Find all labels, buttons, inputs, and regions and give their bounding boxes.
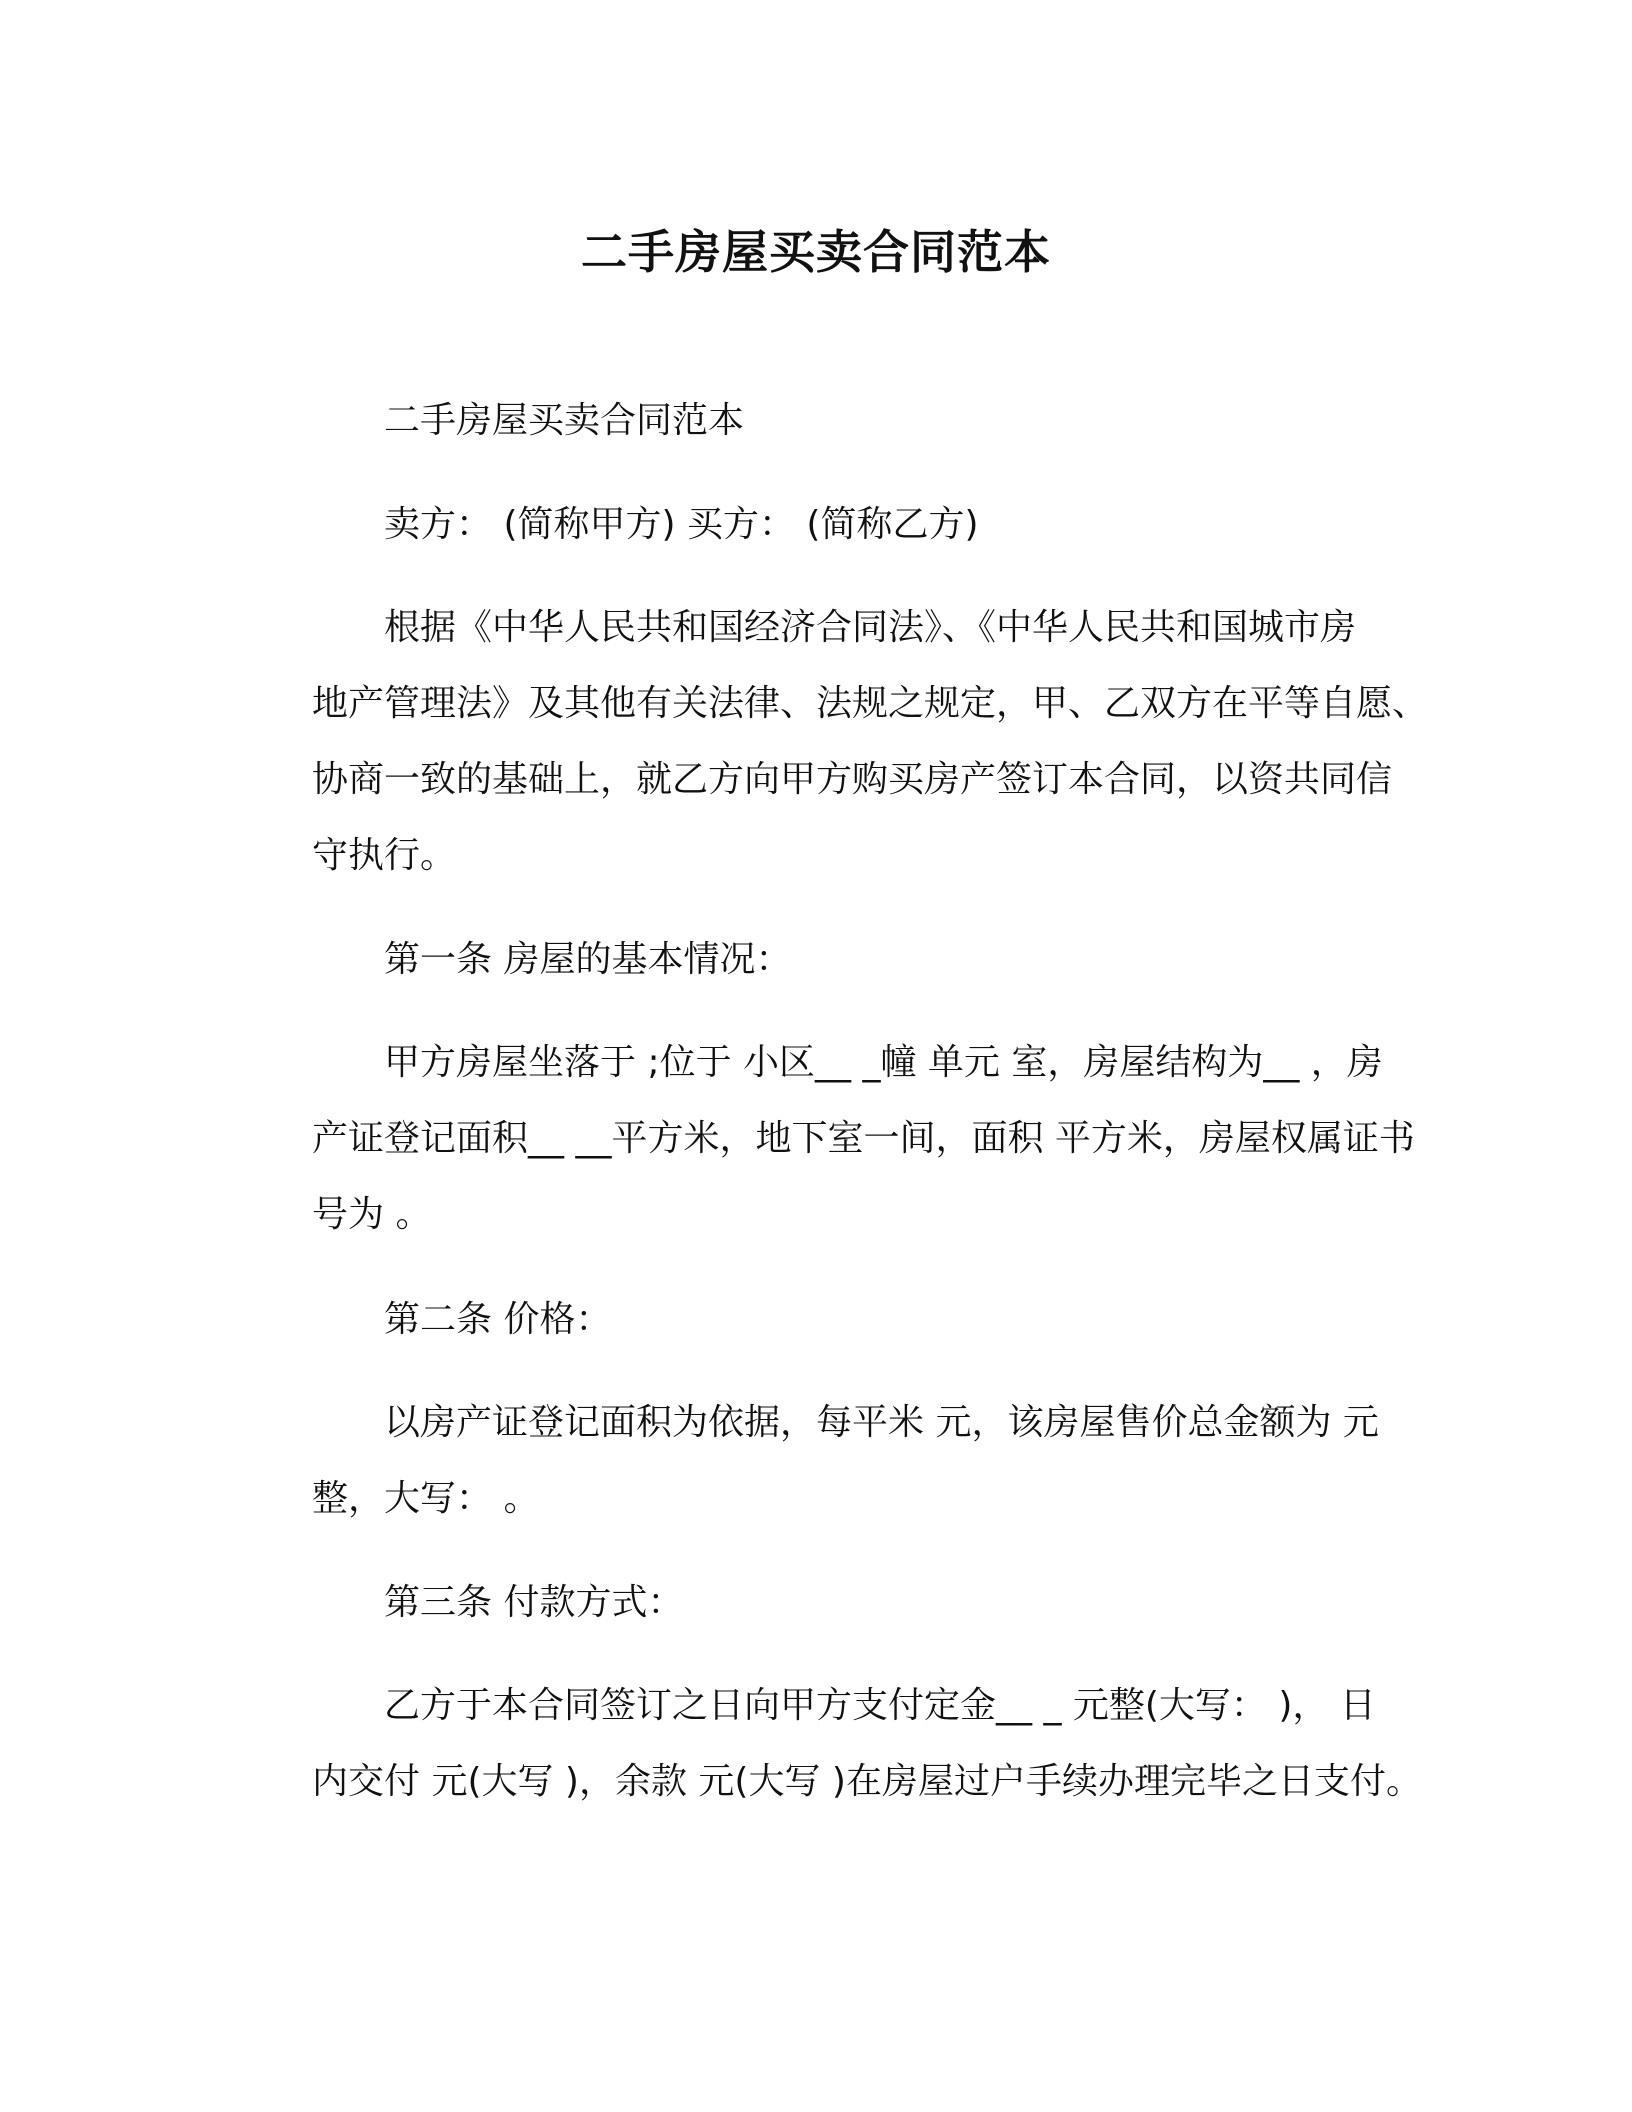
text-line: 卖方： (简称甲方) 买方： (简称乙方) xyxy=(384,504,979,545)
article2-heading xyxy=(240,1282,1390,1358)
article2-body xyxy=(240,1385,1390,1537)
text-line: 第一条 房屋的基本情况： xyxy=(384,939,792,980)
text-line: 第二条 价格： xyxy=(384,1299,612,1340)
text-line: 守执行。 xyxy=(312,835,457,876)
document-title: 二手房屋买卖合同范本 xyxy=(581,225,1051,279)
text-line: 乙方于本合同签订之日向甲方支付定金__ _ 元整(大写： )， 日 xyxy=(384,1685,1376,1726)
text-line: 内交付 元(大写 )，余款 元(大写 )在房屋过户手续办理完毕之日支付。 xyxy=(312,1761,1422,1802)
text-line: 二手房屋买卖合同范本 xyxy=(384,400,745,441)
text-line: 号为 。 xyxy=(312,1194,432,1235)
article1-body xyxy=(240,1025,1415,1253)
text-line: 第三条 付款方式： xyxy=(384,1582,684,1623)
text-line: 产证登记面积__ __平方米，地下室一间，面积 平方米，房屋权属证书 xyxy=(312,1118,1415,1159)
subtitle-paragraph xyxy=(240,383,1390,459)
text-line: 根据《中华人民共和国经济合同法》、《中华人民共和国城市房 xyxy=(384,607,1357,648)
parties-paragraph xyxy=(240,487,1390,563)
text-line: 以房产证登记面积为依据，每平米 元，该房屋售价总金额为 元 xyxy=(384,1402,1379,1443)
preamble-paragraph xyxy=(240,590,1429,894)
text-line: 甲方房屋坐落于 ;位于 小区__ _幢 单元 室，房屋结构为__ ，房 xyxy=(384,1042,1383,1083)
text-line: 整，大写： 。 xyxy=(312,1478,540,1519)
article3-heading xyxy=(240,1565,1390,1641)
text-line: 地产管理法》及其他有关法律、法规之规定，甲、乙双方在平等自愿、 xyxy=(312,683,1429,724)
text-line: 协商一致的基础上，就乙方向甲方购买房产签订本合同，以资共同信 xyxy=(312,759,1393,800)
article1-heading xyxy=(240,922,1390,998)
article3-body xyxy=(240,1668,1422,1820)
